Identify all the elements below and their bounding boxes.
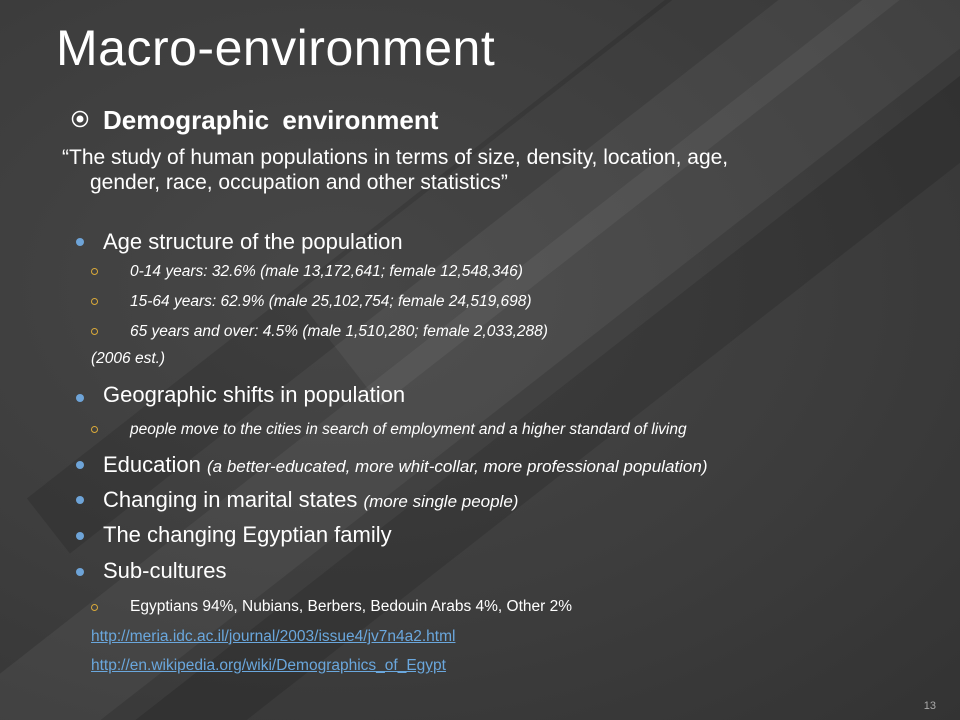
marital-detail: (more single people) bbox=[363, 492, 519, 511]
section-heading: Demographic environment bbox=[103, 105, 439, 135]
definition-line-1: “The study of human populations in terms of size, density, location, age, bbox=[62, 146, 729, 169]
age-item-65-plus: 65 years and over: 4.5% (male 1,510,280; female 2,033,288) bbox=[130, 323, 548, 340]
subcultures-item: Egyptians 94%, Nubians, Berbers, Bedouin Arabs 4%, Other 2% bbox=[130, 598, 572, 615]
geographic-shifts-heading: Geographic shifts in population bbox=[103, 382, 406, 407]
slide-title: Macro-environment bbox=[56, 20, 496, 76]
estimate-note: (2006 est.) bbox=[91, 350, 166, 367]
dot-bullet-icon bbox=[76, 496, 84, 504]
dot-bullet-icon bbox=[76, 461, 84, 469]
subcultures-heading: Sub-cultures bbox=[103, 558, 227, 583]
education-detail: (a better-educated, more whit-collar, more professional population) bbox=[206, 457, 708, 476]
family-heading: The changing Egyptian family bbox=[103, 522, 392, 547]
ring-bullet-icon bbox=[91, 298, 98, 305]
definition-text bbox=[62, 145, 942, 195]
ring-bullet-icon bbox=[91, 328, 98, 335]
education-label: Education bbox=[103, 452, 201, 477]
ring-bullet-icon bbox=[91, 604, 98, 611]
education-item bbox=[103, 451, 708, 481]
geographic-shifts-item: people move to the cities in search of employment and a higher standard of living bbox=[130, 421, 687, 438]
marital-item bbox=[103, 486, 518, 516]
age-item-0-14: 0-14 years: 32.6% (male 13,172,641; female 12,548,346) bbox=[130, 263, 523, 280]
dot-bullet-icon bbox=[76, 394, 84, 402]
link-wikipedia[interactable]: http://en.wikipedia.org/wiki/Demographics_of_Egypt bbox=[91, 657, 446, 674]
ring-bullet-icon bbox=[91, 426, 98, 433]
ring-bullet-icon bbox=[91, 268, 98, 275]
page-number: 13 bbox=[923, 700, 936, 712]
dot-bullet-icon bbox=[76, 532, 84, 540]
definition-line-2: gender, race, occupation and other statistics” bbox=[90, 171, 508, 194]
link-meria[interactable]: http://meria.idc.ac.il/journal/2003/issue4/jv7n4a2.html bbox=[91, 628, 456, 645]
age-item-15-64: 15-64 years: 62.9% (male 25,102,754; female 24,519,698) bbox=[130, 293, 532, 310]
target-bullet-icon bbox=[71, 110, 89, 128]
dot-bullet-icon bbox=[76, 568, 84, 576]
age-structure-heading: Age structure of the population bbox=[103, 229, 403, 254]
marital-label: Changing in marital states bbox=[103, 487, 358, 512]
dot-bullet-icon bbox=[76, 238, 84, 246]
